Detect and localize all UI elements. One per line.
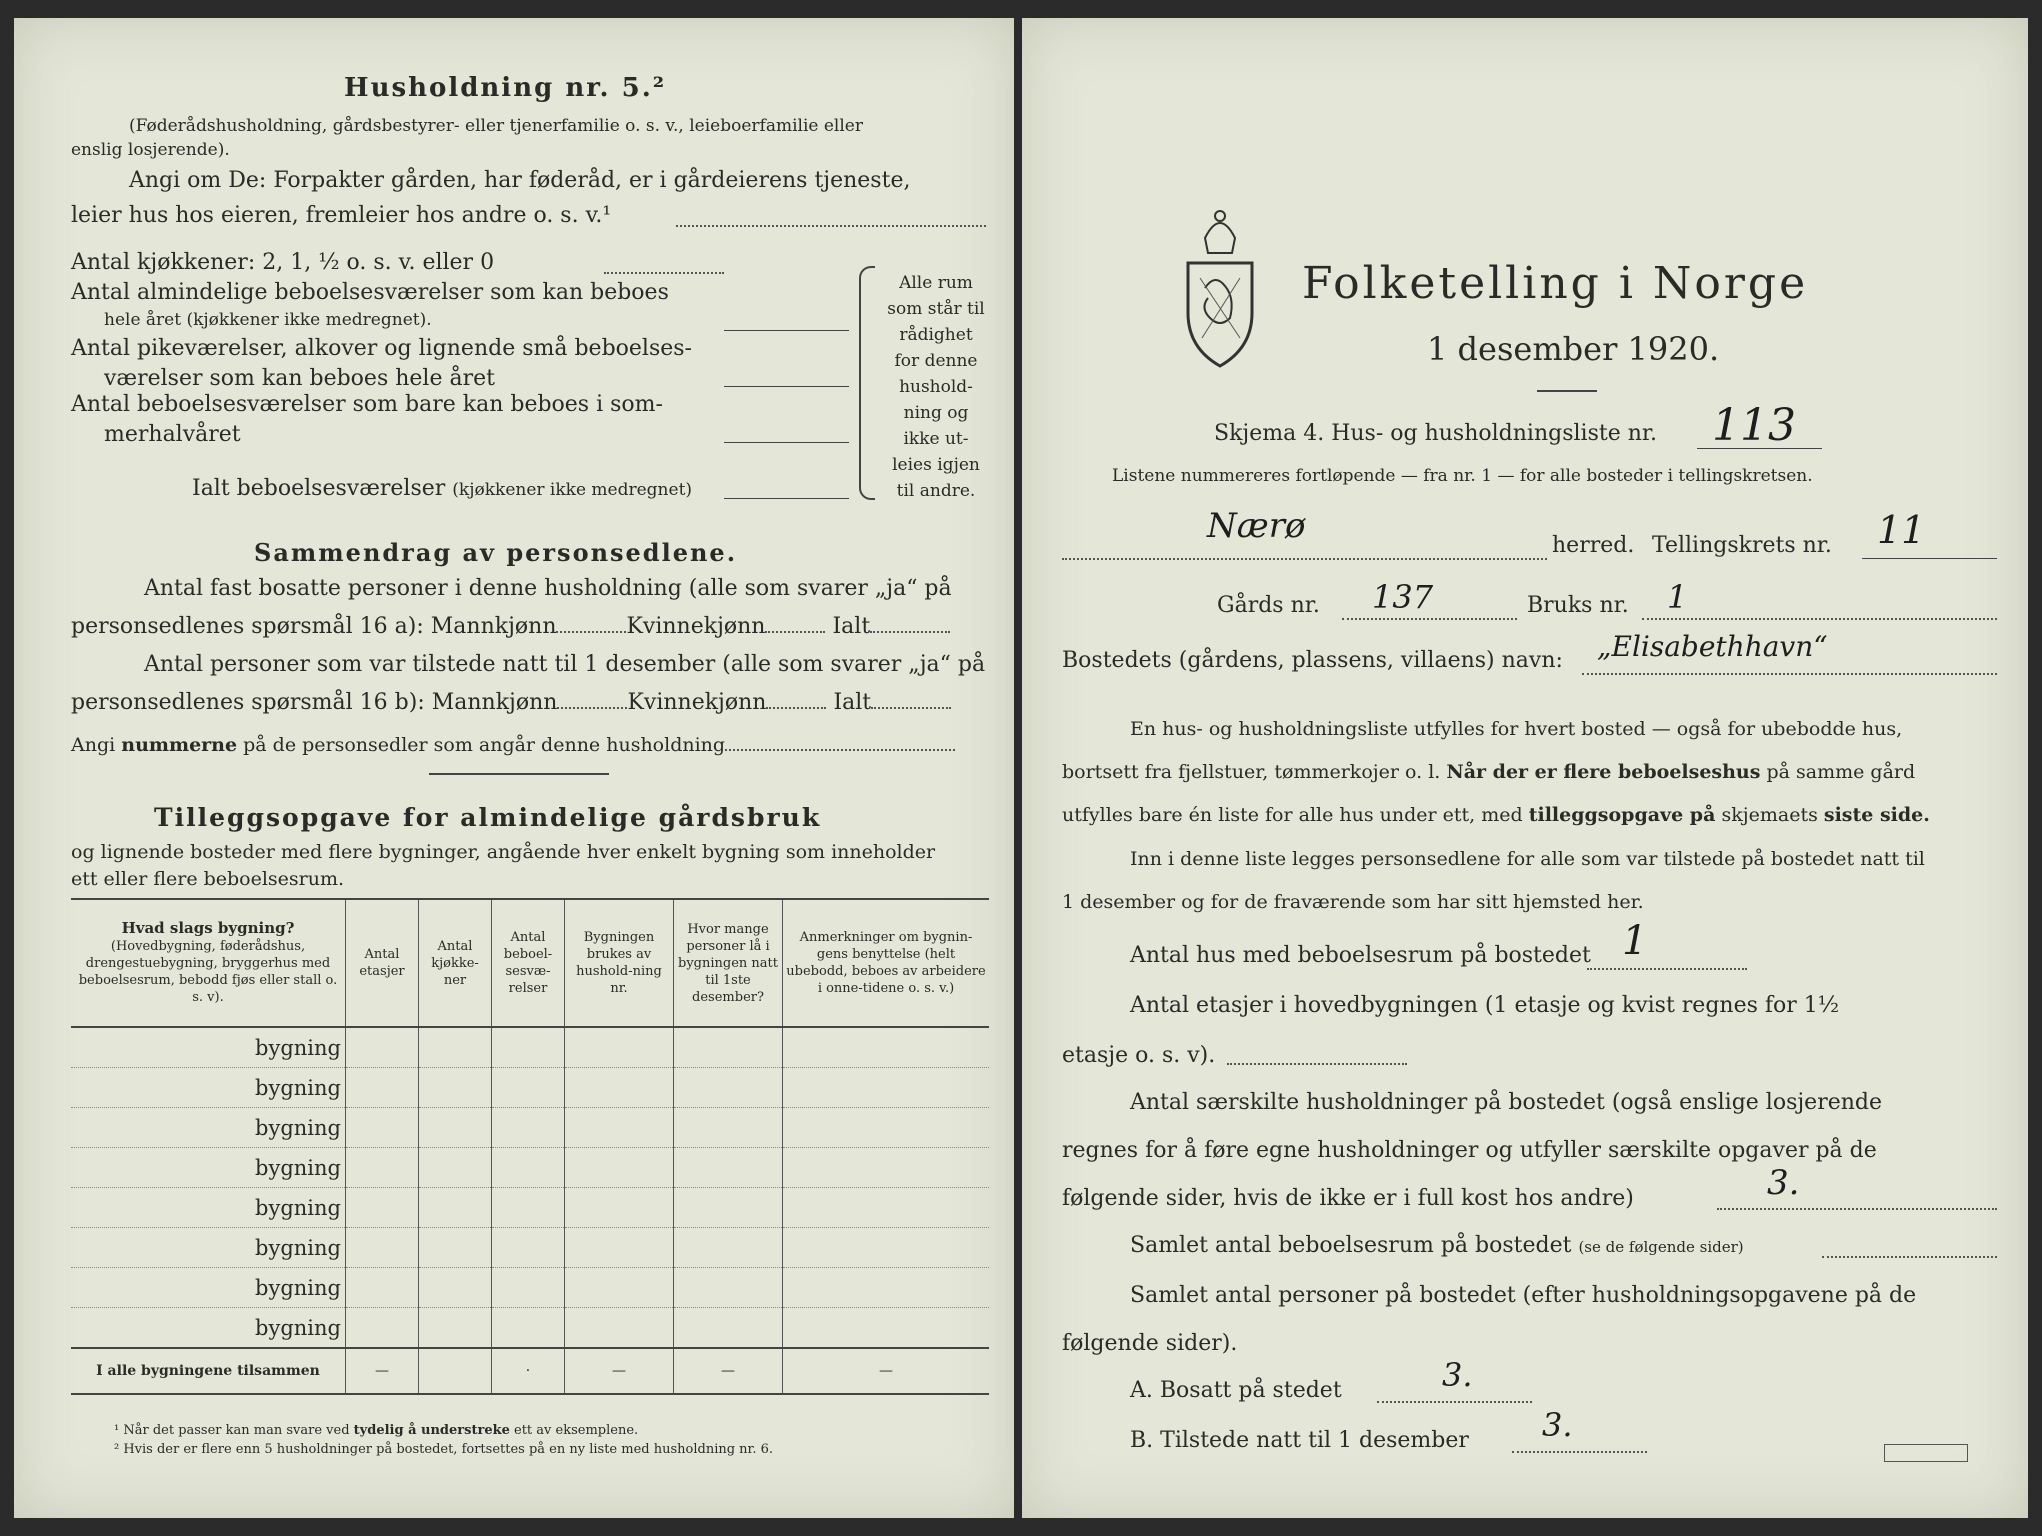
table-cell <box>346 1027 419 1068</box>
col-floors: Antal etasjer <box>346 899 419 1027</box>
skjema-label: Skjema 4. Hus- og husholdningsliste nr. <box>1214 421 1657 446</box>
table-cell <box>783 1148 990 1188</box>
krets-label: Tellingskrets nr. <box>1652 533 1832 558</box>
table-row <box>71 1148 989 1188</box>
table-cell <box>419 1308 492 1349</box>
table-row <box>71 1308 989 1349</box>
tilstede-value: 3. <box>1542 1406 1573 1444</box>
table-cell <box>674 1308 783 1349</box>
footnote-2: ² Hvis der er flere enn 5 husholdninger på bostedet, fortsettes på en ny liste med husholdning nr. 6. <box>114 1442 774 1457</box>
table-cell <box>346 1068 419 1108</box>
summary-p1-2: personsedlenes spørsmål 16 a): Mannkjønn Kvinnekjønn Ialt <box>71 614 950 639</box>
bosted-label: Bostedets (gårdens, plassens, villaens) navn: <box>1062 648 1563 673</box>
husholdninger-3: følgende sider, hvis de ikke er i full kost hos andre) <box>1062 1186 1634 1211</box>
bruks-value: 1 <box>1667 578 1688 616</box>
table-cell <box>419 1148 492 1188</box>
table-cell <box>565 1188 674 1228</box>
table-cell <box>783 1027 990 1068</box>
table-cell <box>674 1228 783 1268</box>
table-cell <box>565 1027 674 1068</box>
kitchens-label: Antal kjøkkener: 2, 1, ½ o. s. v. eller 0 <box>71 250 495 275</box>
table-cell <box>783 1068 990 1108</box>
maid-rooms-line <box>724 386 849 387</box>
para2-1: Inn i denne liste legges personsedlene for alle som var tilstede på bostedet natt til <box>1130 848 1925 870</box>
angi-line-2: leier hus hos eieren, fremleier hos andre o. s. v.¹ <box>71 203 612 228</box>
krets-line <box>1862 558 1997 559</box>
bruks-label: Bruks nr. <box>1527 593 1629 618</box>
tilstede-line <box>1512 1451 1647 1453</box>
etasjer-line <box>1227 1063 1407 1065</box>
bosatt-line <box>1377 1401 1532 1403</box>
household-paren-1: (Føderådshusholdning, gårdsbestyrer- eller tjenerfamilie o. s. v., leieboerfamilie eller <box>129 116 863 136</box>
col-persons: Hvor mange personer lå i bygningen natt til 1ste desember? <box>674 899 783 1027</box>
col-building-type: Hvad slags bygning? (Hovedbygning, føderådshus, drengestuebygning, bryggerhus med beboelsesrum, bebodd fjøs eller stall o. s. v). <box>71 899 346 1027</box>
para1-3: utfylles bare én liste for alle hus under ett, med tilleggsopgave på skjemaets siste side. <box>1062 804 1930 826</box>
maid-rooms-1: Antal pikeværelser, alkover og lignende små beboelses- <box>71 336 692 361</box>
bosted-value: „Elisabethhavn“ <box>1597 630 1828 663</box>
building-type-cell: bygning <box>71 1027 346 1068</box>
divider <box>429 773 609 775</box>
col-household: Bygningen brukes av hushold-ning nr. <box>565 899 674 1027</box>
table-cell <box>565 1228 674 1268</box>
household-heading: Husholdning nr. 5.² <box>344 73 667 103</box>
summer-rooms-2: merhalvåret <box>104 422 241 447</box>
building-type-cell: bygning <box>71 1188 346 1228</box>
table-cell <box>492 1027 565 1068</box>
building-type-cell: bygning <box>71 1308 346 1349</box>
col-remarks: Anmerkninger om bygnin-gens benyttelse (helt ubebodd, beboes av arbeidere i onne-tidene o. s. v.) <box>783 899 990 1027</box>
table-cell <box>565 1268 674 1308</box>
table-cell <box>565 1108 674 1148</box>
building-type-cell: bygning <box>71 1268 346 1308</box>
ordinary-rooms-1: Antal almindelige beboelsesværelser som kan beboes <box>71 280 669 305</box>
angi-numbers: Angi nummerne på de personsedler som angår denne husholdning <box>71 734 955 756</box>
summer-rooms-1: Antal beboelsesværelser som bare kan beboes i som- <box>71 392 663 417</box>
antal-hus-label: Antal hus med beboelsesrum på bostedet <box>1130 943 1591 968</box>
angi-line-1: Angi om De: Forpakter gården, har føderåd, er i gårdeierens tjeneste, <box>129 168 911 193</box>
table-row <box>71 1188 989 1228</box>
census-date: 1 desember 1920. <box>1427 330 1720 368</box>
bruks-line <box>1642 618 1997 620</box>
total-remarks: — <box>783 1348 990 1394</box>
antal-hus-value: 1 <box>1622 918 1648 964</box>
herred-line <box>1062 558 1547 560</box>
table-cell <box>492 1268 565 1308</box>
table-cell <box>783 1228 990 1268</box>
printer-stamp <box>1884 1444 1968 1462</box>
table-cell <box>674 1268 783 1308</box>
table-row <box>71 1268 989 1308</box>
total-rooms-label: Ialt beboelsesværelser (kjøkkener ikke medregnet) <box>192 476 693 501</box>
census-title: Folketelling i Norge <box>1302 258 1809 309</box>
table-cell <box>419 1027 492 1068</box>
instruction: Listene nummereres fortløpende — fra nr. 1 — for alle bosteder i tellingskretsen. <box>1112 466 1813 486</box>
bosted-line <box>1582 673 1997 675</box>
table-cell <box>346 1108 419 1148</box>
table-cell <box>674 1027 783 1068</box>
supplement-sub-2: ett eller flere beboelsesrum. <box>71 868 345 890</box>
table-cell <box>674 1108 783 1148</box>
etasjer-2: etasje o. s. v). <box>1062 1043 1216 1068</box>
total-label: I alle bygningene tilsammen <box>71 1348 346 1394</box>
table-cell <box>674 1148 783 1188</box>
bosatt-value: 3. <box>1442 1356 1473 1394</box>
table-cell <box>419 1228 492 1268</box>
husholdninger-1: Antal særskilte husholdninger på bostedet (også enslige losjerende <box>1130 1090 1883 1115</box>
table-total-row <box>71 1348 989 1394</box>
table-cell <box>565 1148 674 1188</box>
table-cell <box>565 1308 674 1349</box>
table-cell <box>492 1228 565 1268</box>
para2-2: 1 desember og for de fraværende som har sitt hjemsted her. <box>1062 891 1644 913</box>
table-row <box>71 1228 989 1268</box>
col-rooms: Antal beboel-sesvæ-relser <box>492 899 565 1027</box>
table-cell <box>492 1108 565 1148</box>
building-type-cell: bygning <box>71 1228 346 1268</box>
summary-p2-1: Antal personer som var tilstede natt til 1 desember (alle som svarer „ja“ på <box>144 652 986 677</box>
summary-heading: Sammendrag av personsedlene. <box>254 538 738 567</box>
total-rooms-line <box>724 498 849 499</box>
household-paren-2: enslig losjerende). <box>71 140 230 160</box>
husholdninger-2: regnes for å føre egne husholdninger og utfyller særskilte opgaver på de <box>1062 1138 1877 1163</box>
table-cell <box>346 1308 419 1349</box>
kitchens-dots <box>604 272 724 274</box>
summer-rooms-line <box>724 442 849 443</box>
table-cell <box>346 1268 419 1308</box>
table-cell <box>419 1268 492 1308</box>
table-cell <box>674 1188 783 1228</box>
husholdninger-line <box>1717 1208 1997 1210</box>
table-cell <box>346 1228 419 1268</box>
table-row <box>71 1027 989 1068</box>
brace-note: Alle rum som står til rådighet for denne hushold- ning og ikke ut- leies igjen til andre. <box>887 273 985 501</box>
bosatt-label: A. Bosatt på stedet <box>1130 1378 1342 1403</box>
building-type-cell: bygning <box>71 1148 346 1188</box>
table-cell <box>783 1308 990 1349</box>
etasjer-1: Antal etasjer i hovedbygningen (1 etasje og kvist regnes for 1½ <box>1130 993 1840 1018</box>
right-page <box>1022 18 2028 1518</box>
table-cell <box>492 1308 565 1349</box>
antal-hus-line <box>1587 968 1747 970</box>
samlet-rum: Samlet antal beboelsesrum på bostedet (se de følgende sider) <box>1130 1233 1744 1258</box>
table-row <box>71 1068 989 1108</box>
table-row <box>71 1108 989 1148</box>
table-cell <box>565 1068 674 1108</box>
samlet-pers-2: følgende sider). <box>1062 1331 1238 1356</box>
table-cell <box>419 1188 492 1228</box>
coat-of-arms-icon <box>1180 198 1260 373</box>
table-cell <box>419 1068 492 1108</box>
summary-p2-2: personsedlenes spørsmål 16 b): Mannkjønn Kvinnekjønn Ialt <box>71 690 951 715</box>
table-cell <box>783 1108 990 1148</box>
total-floors: — <box>346 1348 419 1394</box>
table-cell <box>419 1108 492 1148</box>
krets-value: 11 <box>1877 508 1926 552</box>
table-cell <box>674 1068 783 1108</box>
table-cell <box>492 1188 565 1228</box>
herred-value: Nærø <box>1207 506 1306 546</box>
ordinary-rooms-line <box>724 330 849 331</box>
total-rooms: · <box>492 1348 565 1394</box>
skjema-line <box>1697 448 1822 449</box>
total-kitchens <box>419 1348 492 1394</box>
brace <box>859 266 875 500</box>
total-persons: — <box>674 1348 783 1394</box>
table-cell <box>783 1188 990 1228</box>
table-cell <box>492 1068 565 1108</box>
skjema-value: 113 <box>1712 400 1796 451</box>
footnote-1: ¹ Når det passer kan man svare ved tydelig å understreke ett av eksemplene. <box>114 1423 639 1438</box>
angi-dotted-line <box>676 225 986 227</box>
table-cell <box>492 1148 565 1188</box>
building-type-cell: bygning <box>71 1068 346 1108</box>
gards-value: 137 <box>1372 578 1434 616</box>
building-table <box>71 898 989 1395</box>
summary-p1-1: Antal fast bosatte personer i denne husholdning (alle som svarer „ja“ på <box>144 576 952 601</box>
samlet-pers-1: Samlet antal personer på bostedet (efter husholdningsopgavene på de <box>1130 1283 1917 1308</box>
title-divider <box>1537 390 1597 392</box>
samlet-rum-line <box>1822 1256 1997 1258</box>
husholdninger-value: 3. <box>1767 1163 1800 1203</box>
table-cell <box>783 1268 990 1308</box>
gards-line <box>1342 618 1517 620</box>
tilstede-label: B. Tilstede natt til 1 desember <box>1130 1428 1469 1453</box>
table-cell <box>346 1188 419 1228</box>
maid-rooms-2: værelser som kan beboes hele året <box>104 366 495 391</box>
building-type-cell: bygning <box>71 1108 346 1148</box>
left-page <box>14 18 1014 1518</box>
gards-label: Gårds nr. <box>1217 593 1320 618</box>
para1-1: En hus- og husholdningsliste utfylles for hvert bosted — også for ubebodde hus, <box>1130 718 1903 740</box>
table-cell <box>346 1148 419 1188</box>
herred-label: herred. <box>1552 533 1635 558</box>
supplement-heading: Tilleggsopgave for almindelige gårdsbruk <box>154 803 822 832</box>
col-kitchens: Antal kjøkke-ner <box>419 899 492 1027</box>
ordinary-rooms-2: hele året (kjøkkener ikke medregnet). <box>104 310 432 330</box>
total-household: — <box>565 1348 674 1394</box>
supplement-sub-1: og lignende bosteder med flere bygninger, angående hver enkelt bygning som inneholder <box>71 841 936 863</box>
para1-2: bortsett fra fjellstuer, tømmerkojer o. l. Når der er flere beboelseshus på samme gård <box>1062 761 1916 783</box>
